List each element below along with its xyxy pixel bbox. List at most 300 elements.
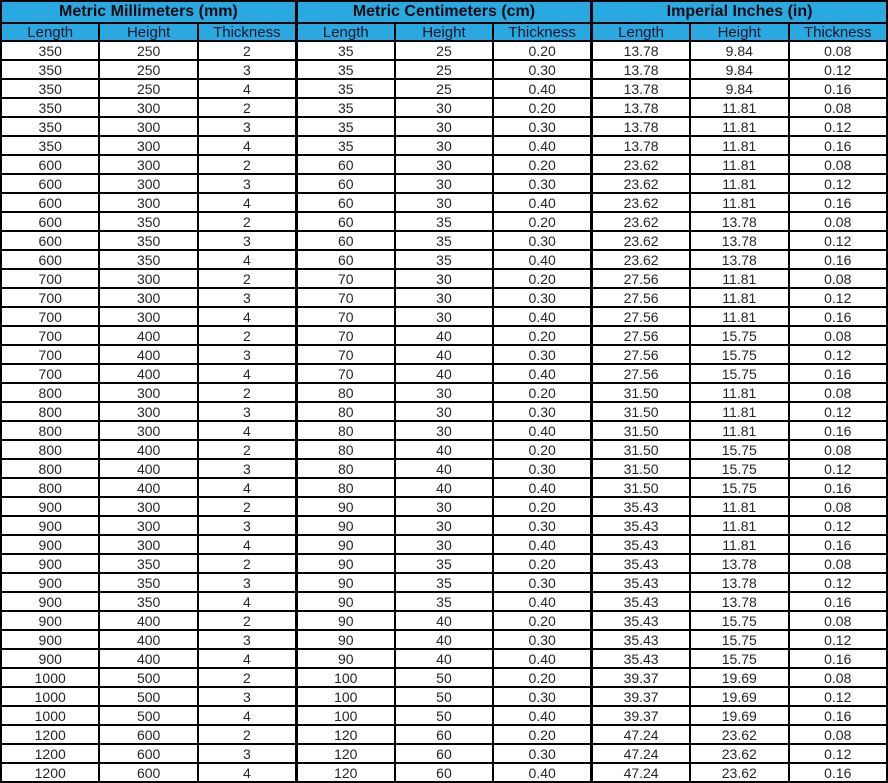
cell: 15.75 <box>690 440 788 459</box>
table-row <box>1 440 887 459</box>
cell: 2 <box>198 98 296 117</box>
table-row <box>1 763 887 782</box>
cell: 40 <box>395 478 493 497</box>
cell: 0.08 <box>789 326 888 345</box>
cell: 9.84 <box>690 41 788 60</box>
cell: 27.56 <box>592 326 690 345</box>
column-header-thickness-in: Thickness <box>789 23 888 41</box>
cell: 0.30 <box>493 744 591 763</box>
cell: 800 <box>1 421 99 440</box>
cell: 700 <box>1 307 99 326</box>
cell: 900 <box>1 573 99 592</box>
cell: 500 <box>99 706 197 725</box>
cell: 15.75 <box>690 345 788 364</box>
cell: 350 <box>1 136 99 155</box>
cell: 300 <box>99 402 197 421</box>
table-row <box>1 98 887 117</box>
cell: 80 <box>296 478 394 497</box>
column-header-length-cm: Length <box>296 23 394 41</box>
cell: 23.62 <box>690 763 788 782</box>
cell: 0.20 <box>493 326 591 345</box>
cell: 90 <box>296 554 394 573</box>
cell: 11.81 <box>690 383 788 402</box>
cell: 23.62 <box>690 725 788 744</box>
cell: 300 <box>99 497 197 516</box>
column-header-height-in: Height <box>690 23 788 41</box>
table-row <box>1 706 887 725</box>
cell: 600 <box>1 193 99 212</box>
cell: 31.50 <box>592 459 690 478</box>
cell: 30 <box>395 383 493 402</box>
cell: 60 <box>395 744 493 763</box>
cell: 19.69 <box>690 668 788 687</box>
cell: 600 <box>99 763 197 782</box>
cell: 50 <box>395 668 493 687</box>
table-row <box>1 687 887 706</box>
cell: 100 <box>296 706 394 725</box>
cell: 11.81 <box>690 497 788 516</box>
cell: 47.24 <box>592 744 690 763</box>
cell: 23.62 <box>690 744 788 763</box>
cell: 35.43 <box>592 630 690 649</box>
cell: 15.75 <box>690 459 788 478</box>
cell: 0.08 <box>789 725 888 744</box>
cell: 60 <box>296 193 394 212</box>
cell: 30 <box>395 535 493 554</box>
cell: 400 <box>99 611 197 630</box>
cell: 11.81 <box>690 193 788 212</box>
cell: 800 <box>1 383 99 402</box>
cell: 0.20 <box>493 554 591 573</box>
cell: 2 <box>198 497 296 516</box>
table-row <box>1 478 887 497</box>
cell: 3 <box>198 516 296 535</box>
cell: 9.84 <box>690 79 788 98</box>
cell: 0.20 <box>493 725 591 744</box>
cell: 35.43 <box>592 611 690 630</box>
cell: 0.12 <box>789 687 888 706</box>
table-row <box>1 269 887 288</box>
cell: 4 <box>198 307 296 326</box>
cell: 0.16 <box>789 421 888 440</box>
cell: 0.12 <box>789 630 888 649</box>
cell: 0.30 <box>493 687 591 706</box>
cell: 35.43 <box>592 573 690 592</box>
cell: 300 <box>99 174 197 193</box>
cell: 1200 <box>1 725 99 744</box>
cell: 70 <box>296 307 394 326</box>
cell: 13.78 <box>690 231 788 250</box>
cell: 35 <box>395 592 493 611</box>
cell: 120 <box>296 744 394 763</box>
cell: 11.81 <box>690 402 788 421</box>
cell: 700 <box>1 364 99 383</box>
cell: 31.50 <box>592 478 690 497</box>
table-body <box>1 41 887 782</box>
cell: 0.08 <box>789 383 888 402</box>
table-row <box>1 174 887 193</box>
table-row <box>1 136 887 155</box>
cell: 40 <box>395 326 493 345</box>
cell: 2 <box>198 725 296 744</box>
column-header-thickness-cm: Thickness <box>493 23 591 41</box>
cell: 60 <box>395 725 493 744</box>
table-row <box>1 307 887 326</box>
cell: 11.81 <box>690 307 788 326</box>
cell: 0.08 <box>789 554 888 573</box>
cell: 70 <box>296 288 394 307</box>
cell: 30 <box>395 402 493 421</box>
cell: 39.37 <box>592 687 690 706</box>
cell: 90 <box>296 516 394 535</box>
cell: 0.16 <box>789 649 888 668</box>
cell: 80 <box>296 402 394 421</box>
cell: 23.62 <box>592 212 690 231</box>
cell: 3 <box>198 402 296 421</box>
cell: 60 <box>395 763 493 782</box>
cell: 0.20 <box>493 98 591 117</box>
table-row <box>1 573 887 592</box>
group-header-row <box>1 1 887 23</box>
cell: 27.56 <box>592 364 690 383</box>
cell: 250 <box>99 41 197 60</box>
cell: 800 <box>1 459 99 478</box>
cell: 0.40 <box>493 478 591 497</box>
cell: 60 <box>296 174 394 193</box>
group-header-imperial-in: Imperial Inches (in) <box>592 1 887 23</box>
cell: 0.30 <box>493 516 591 535</box>
table-row <box>1 554 887 573</box>
cell: 40 <box>395 611 493 630</box>
cell: 700 <box>1 345 99 364</box>
cell: 70 <box>296 345 394 364</box>
cell: 3 <box>198 117 296 136</box>
cell: 23.62 <box>592 155 690 174</box>
cell: 11.81 <box>690 98 788 117</box>
cell: 35 <box>296 79 394 98</box>
cell: 35.43 <box>592 516 690 535</box>
cell: 35.43 <box>592 649 690 668</box>
cell: 11.81 <box>690 535 788 554</box>
cell: 4 <box>198 763 296 782</box>
table-row <box>1 649 887 668</box>
cell: 300 <box>99 288 197 307</box>
table-row <box>1 535 887 554</box>
cell: 0.30 <box>493 630 591 649</box>
cell: 35 <box>296 117 394 136</box>
cell: 0.08 <box>789 611 888 630</box>
cell: 3 <box>198 174 296 193</box>
cell: 35 <box>395 250 493 269</box>
cell: 0.40 <box>493 535 591 554</box>
cell: 0.20 <box>493 155 591 174</box>
cell: 0.40 <box>493 79 591 98</box>
cell: 3 <box>198 60 296 79</box>
cell: 0.12 <box>789 345 888 364</box>
cell: 2 <box>198 212 296 231</box>
cell: 13.78 <box>592 79 690 98</box>
cell: 13.78 <box>690 573 788 592</box>
cell: 19.69 <box>690 687 788 706</box>
cell: 0.40 <box>493 706 591 725</box>
cell: 4 <box>198 478 296 497</box>
cell: 300 <box>99 535 197 554</box>
cell: 300 <box>99 269 197 288</box>
table-row <box>1 288 887 307</box>
cell: 23.62 <box>592 193 690 212</box>
cell: 35 <box>395 231 493 250</box>
cell: 40 <box>395 630 493 649</box>
cell: 90 <box>296 535 394 554</box>
cell: 800 <box>1 478 99 497</box>
cell: 2 <box>198 41 296 60</box>
cell: 35 <box>395 212 493 231</box>
table-row <box>1 79 887 98</box>
cell: 0.30 <box>493 117 591 136</box>
group-header-metric-mm: Metric Millimeters (mm) <box>1 1 296 23</box>
cell: 100 <box>296 687 394 706</box>
cell: 15.75 <box>690 611 788 630</box>
cell: 15.75 <box>690 364 788 383</box>
cell: 40 <box>395 364 493 383</box>
cell: 90 <box>296 630 394 649</box>
table-row <box>1 155 887 174</box>
cell: 3 <box>198 345 296 364</box>
cell: 0.08 <box>789 155 888 174</box>
cell: 80 <box>296 459 394 478</box>
table-row <box>1 231 887 250</box>
column-header-length-mm: Length <box>1 23 99 41</box>
table-row <box>1 630 887 649</box>
table-row <box>1 744 887 763</box>
cell: 13.78 <box>690 592 788 611</box>
cell: 25 <box>395 79 493 98</box>
cell: 0.30 <box>493 231 591 250</box>
cell: 600 <box>1 250 99 269</box>
cell: 400 <box>99 440 197 459</box>
cell: 350 <box>99 212 197 231</box>
cell: 350 <box>1 117 99 136</box>
table-row <box>1 250 887 269</box>
cell: 0.16 <box>789 250 888 269</box>
cell: 13.78 <box>690 250 788 269</box>
cell: 120 <box>296 725 394 744</box>
cell: 400 <box>99 630 197 649</box>
cell: 350 <box>99 250 197 269</box>
cell: 350 <box>1 41 99 60</box>
cell: 35.43 <box>592 497 690 516</box>
cell: 0.30 <box>493 402 591 421</box>
column-header-length-in: Length <box>592 23 690 41</box>
cell: 4 <box>198 79 296 98</box>
cell: 13.78 <box>592 136 690 155</box>
cell: 27.56 <box>592 288 690 307</box>
cell: 13.78 <box>592 117 690 136</box>
cell: 0.30 <box>493 174 591 193</box>
cell: 2 <box>198 155 296 174</box>
cell: 3 <box>198 630 296 649</box>
table-row <box>1 41 887 60</box>
cell: 350 <box>99 554 197 573</box>
cell: 700 <box>1 269 99 288</box>
cell: 600 <box>1 174 99 193</box>
cell: 13.78 <box>690 554 788 573</box>
cell: 0.16 <box>789 307 888 326</box>
cell: 900 <box>1 554 99 573</box>
cell: 31.50 <box>592 383 690 402</box>
cell: 350 <box>99 592 197 611</box>
cell: 11.81 <box>690 174 788 193</box>
cell: 30 <box>395 497 493 516</box>
cell: 27.56 <box>592 307 690 326</box>
cell: 400 <box>99 364 197 383</box>
cell: 3 <box>198 744 296 763</box>
cell: 25 <box>395 41 493 60</box>
table-row <box>1 592 887 611</box>
cell: 0.20 <box>493 497 591 516</box>
cell: 47.24 <box>592 763 690 782</box>
cell: 0.40 <box>493 649 591 668</box>
cell: 13.78 <box>592 98 690 117</box>
cell: 25 <box>395 60 493 79</box>
cell: 0.16 <box>789 136 888 155</box>
cell: 60 <box>296 250 394 269</box>
cell: 0.20 <box>493 212 591 231</box>
cell: 60 <box>296 155 394 174</box>
cell: 0.20 <box>493 668 591 687</box>
cell: 80 <box>296 440 394 459</box>
cell: 4 <box>198 535 296 554</box>
cell: 900 <box>1 649 99 668</box>
cell: 35 <box>395 554 493 573</box>
cell: 30 <box>395 307 493 326</box>
cell: 27.56 <box>592 345 690 364</box>
cell: 800 <box>1 402 99 421</box>
cell: 11.81 <box>690 136 788 155</box>
cell: 2 <box>198 440 296 459</box>
cell: 0.20 <box>493 269 591 288</box>
table-row <box>1 326 887 345</box>
cell: 4 <box>198 649 296 668</box>
cell: 0.40 <box>493 136 591 155</box>
cell: 50 <box>395 687 493 706</box>
cell: 0.20 <box>493 611 591 630</box>
cell: 35 <box>296 136 394 155</box>
cell: 0.12 <box>789 288 888 307</box>
cell: 39.37 <box>592 706 690 725</box>
cell: 11.81 <box>690 155 788 174</box>
cell: 0.16 <box>789 478 888 497</box>
cell: 30 <box>395 269 493 288</box>
cell: 40 <box>395 649 493 668</box>
column-header-height-cm: Height <box>395 23 493 41</box>
cell: 600 <box>1 155 99 174</box>
cell: 900 <box>1 630 99 649</box>
cell: 1200 <box>1 744 99 763</box>
cell: 900 <box>1 516 99 535</box>
cell: 2 <box>198 326 296 345</box>
cell: 30 <box>395 98 493 117</box>
cell: 400 <box>99 649 197 668</box>
cell: 50 <box>395 706 493 725</box>
cell: 0.08 <box>789 41 888 60</box>
cell: 500 <box>99 668 197 687</box>
table-row <box>1 421 887 440</box>
cell: 400 <box>99 326 197 345</box>
cell: 800 <box>1 440 99 459</box>
column-header-row <box>1 23 887 41</box>
cell: 0.08 <box>789 269 888 288</box>
cell: 0.16 <box>789 763 888 782</box>
cell: 13.78 <box>592 60 690 79</box>
cell: 35 <box>296 60 394 79</box>
cell: 4 <box>198 250 296 269</box>
cell: 4 <box>198 592 296 611</box>
table-row <box>1 611 887 630</box>
cell: 47.24 <box>592 725 690 744</box>
cell: 0.12 <box>789 744 888 763</box>
cell: 350 <box>1 79 99 98</box>
cell: 30 <box>395 421 493 440</box>
cell: 1200 <box>1 763 99 782</box>
cell: 300 <box>99 117 197 136</box>
cell: 23.62 <box>592 250 690 269</box>
cell: 4 <box>198 364 296 383</box>
cell: 60 <box>296 231 394 250</box>
cell: 11.81 <box>690 421 788 440</box>
cell: 300 <box>99 421 197 440</box>
cell: 600 <box>1 212 99 231</box>
cell: 0.16 <box>789 535 888 554</box>
cell: 70 <box>296 364 394 383</box>
cell: 700 <box>1 288 99 307</box>
table-row <box>1 516 887 535</box>
cell: 900 <box>1 592 99 611</box>
cell: 0.30 <box>493 459 591 478</box>
cell: 350 <box>99 573 197 592</box>
cell: 0.30 <box>493 60 591 79</box>
cell: 35 <box>296 98 394 117</box>
cell: 0.20 <box>493 41 591 60</box>
cell: 0.20 <box>493 383 591 402</box>
cell: 350 <box>1 60 99 79</box>
cell: 30 <box>395 136 493 155</box>
table-row <box>1 725 887 744</box>
cell: 11.81 <box>690 288 788 307</box>
cell: 40 <box>395 459 493 478</box>
cell: 90 <box>296 649 394 668</box>
cell: 2 <box>198 611 296 630</box>
cell: 0.20 <box>493 440 591 459</box>
cell: 15.75 <box>690 649 788 668</box>
cell: 900 <box>1 611 99 630</box>
cell: 15.75 <box>690 326 788 345</box>
cell: 90 <box>296 611 394 630</box>
cell: 600 <box>1 231 99 250</box>
cell: 900 <box>1 535 99 554</box>
cell: 0.40 <box>493 193 591 212</box>
table-row <box>1 212 887 231</box>
cell: 0.30 <box>493 573 591 592</box>
cell: 35 <box>395 573 493 592</box>
cell: 0.08 <box>789 497 888 516</box>
cell: 40 <box>395 440 493 459</box>
cell: 30 <box>395 193 493 212</box>
cell: 250 <box>99 60 197 79</box>
cell: 70 <box>296 269 394 288</box>
cell: 300 <box>99 155 197 174</box>
cell: 27.56 <box>592 269 690 288</box>
